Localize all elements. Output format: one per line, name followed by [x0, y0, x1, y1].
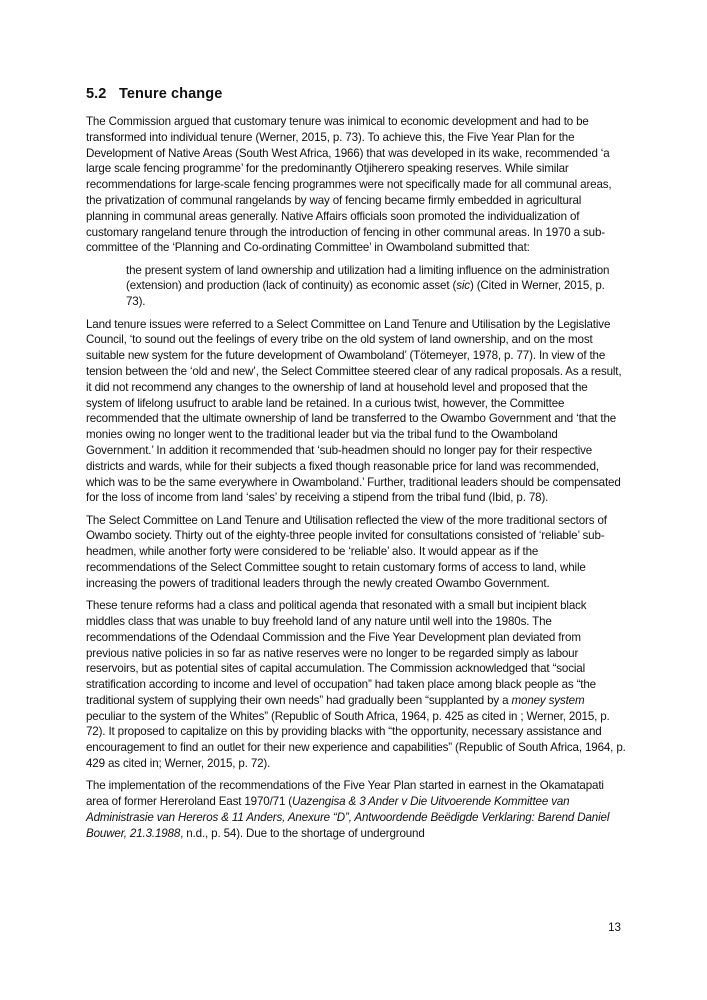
paragraph-text: The implementation of the recommendations of the Five Year Plan started in earnest in the Okamatapati area of former Hereroland East 1970/71 ( [86, 779, 604, 809]
quote-citation: ) (Cited in Werner, 2015, p. 73). [126, 279, 605, 309]
paragraph-implementation [86, 778, 626, 841]
section-number: 5.2 [86, 86, 107, 102]
page-number: 13 [608, 921, 621, 934]
case-citation-italic: Uazengisa & 3 Ander v Die Uitvoerende Kommittee van Administrasie van Hereros & 11 Anders, Anexure “D”, Antwoordende Beëdigde Verklaring: Barend Daniel Bouwer, 21.3.1988 [86, 795, 610, 840]
money-system-italic: money system [511, 693, 585, 707]
block-quote [126, 263, 626, 310]
paragraph-text: , n.d., p. 54). Due to the shortage of underground [180, 826, 425, 840]
paragraph-tenure-reforms [86, 598, 626, 772]
section-title: Tenure change [119, 86, 223, 102]
paragraph-owambo-society: The Select Committee on Land Tenure and Utilisation reflected the view of the more traditional sectors of Owambo society. Thirty out of the eighty-three people invited for consultations consisted of ‘reliable’ sub-headmen, while another forty were considered to be ‘reliable’ also. It would appear as if the recommendations of the Select Committee sought to retain customary forms of access to land, while increasing the powers of traditional leaders through the newly created Owambo Government. [86, 513, 607, 590]
paragraph-text: peculiar to the system of the Whites” (Republic of South Africa, 1964, p. 425 as cited in ; Werner, 2015, p. 72). It proposed to capitalize on this by providing blacks with “the opportunity, necessary assistance and encouragement to find an outlet for their new experience and capabilities” (Republic of South Africa, 1964, p. 429 as cited in; Werner, 2015, p. 72). [86, 709, 626, 771]
quote-text: the present system of land ownership and utilization had a limiting influence on the administration (extension) and production (lack of continuity) as economic asset ( [126, 263, 610, 293]
paragraph-select-committee: Land tenure issues were referred to a Select Committee on Land Tenure and Utilisation by the Legislative Council, ‘to sound out the feelings of every tribe on the old system of land ownership, and on the most suitable new system for the future development of Owamboland’ (Tötemeyer, 1978, p. 77). In view of the tension between the ‘old and new’, the Select Committee steered clear of any radical proposals. As a result, it did not recommend any changes to the ownership of land at household level and proposed that the system of lifelong usufruct to arable land be retained. In a curious twist, however, the Committee recommended that the ultimate ownership of land be transferred to the Owambo Government and ‘that the monies owing no longer went to the traditional leader but via the tribal fund to the Owamboland Government.’ In addition it recommended that ‘sub-headmen should no longer pay for their respective districts and wards, while for their subjects a fixed though reasonable price for land was recommended, which was to be the same everywhere in Owamboland.’ Further, traditional leaders should be compensated for the loss of income from land ‘sales’ by receiving a stipend from the tribal fund (Ibid, p. 78). [86, 317, 622, 505]
quote-sic: sic [456, 279, 470, 293]
body-text [86, 114, 626, 848]
paragraph-commission: The Commission argued that customary tenure was inimical to economic development and had to be transformed into individual tenure (Werner, 2015, p. 73). To achieve this, the Five Year Plan for the Development of Native Areas (South West Africa, 1966) that was developed in its wake, recommended ‘a large scale fencing programme’ for the predominantly Otjiherero speaking reserves. While similar recommendations for large-scale fencing programmes were not specifically made for all communal areas, the privatization of communal rangelands by way of fencing became firmly embedded in agricultural planning in communal areas generally. Native Affairs officials soon promoted the individualization of customary rangeland tenure through the introduction of fencing in other communal areas. In 1970 a sub-committee of the ‘Planning and Co-ordinating Committee’ in Owamboland submitted that: [86, 115, 612, 255]
section-heading [86, 86, 222, 102]
paragraph-text: These tenure reforms had a class and political agenda that resonated with a small but incipient black middles class that was unable to buy freehold land of any nature until well into the 1980s. The recommendations of the Odendaal Commission and the Five Year Development plan deviated from previous native policies in so far as native reserves were no longer to be regarded simply as labour reservoirs, but as potential sites of capital accumulation. The Commission acknowledged that “social stratification according to income and level of occupation” had taken place among black people as “the traditional system of supplying their own needs” had gradually been “supplanted by a [86, 599, 596, 707]
